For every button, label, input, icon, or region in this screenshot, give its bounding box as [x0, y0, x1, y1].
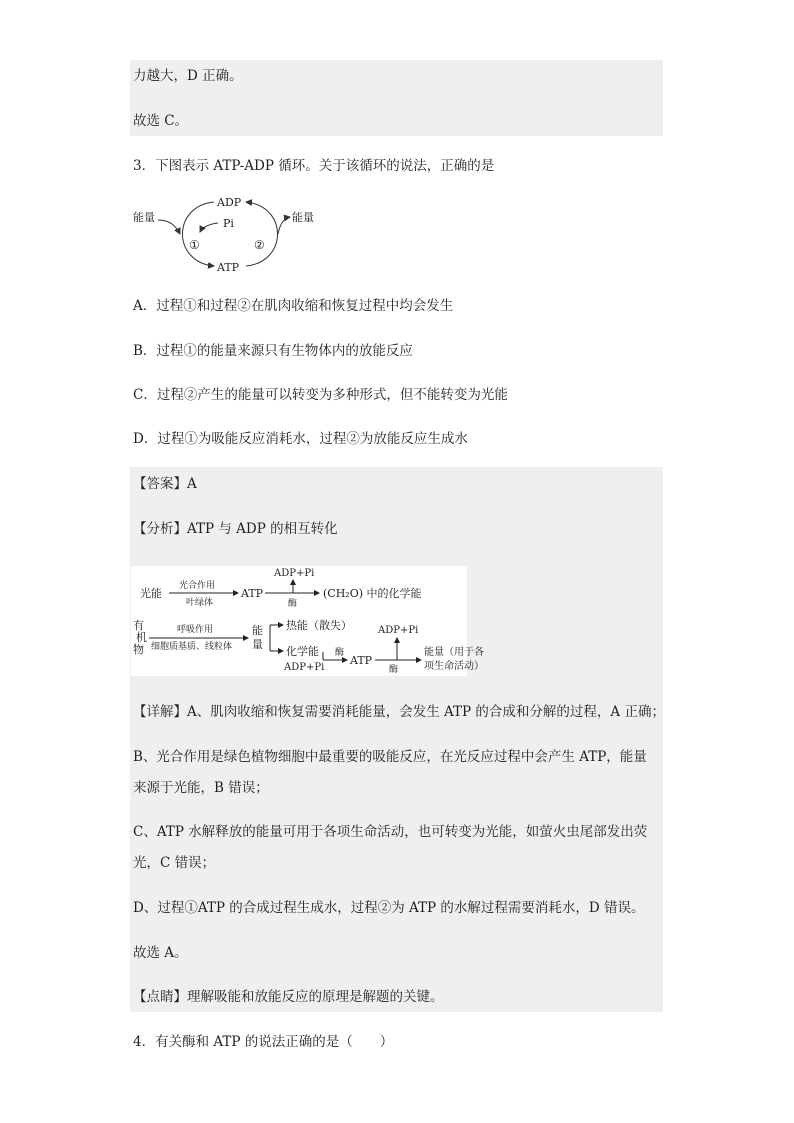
- q4-stem: 4．有关酶和 ATP 的说法正确的是（ ）: [133, 1034, 394, 1050]
- adp-pi-bottom: ADP+Pi: [284, 662, 325, 673]
- photosynthesis: 光合作用: [179, 581, 216, 591]
- diagram-energy-left: 能量: [133, 211, 155, 224]
- energy-in-arrow: [158, 220, 180, 234]
- diagram-pi: Pi: [223, 217, 234, 230]
- organic-2: 机: [136, 631, 147, 644]
- energy-out-arrow: [278, 217, 290, 234]
- energy-char-2: 量: [252, 638, 263, 651]
- enzyme-bottom-right: 酶: [389, 665, 399, 675]
- detail-b-line1: B、光合作用是绿色植物细胞中最重要的吸能反应，在光反应过程中会产生 ATP，能量: [133, 749, 647, 765]
- diagram-atp: ATP: [217, 261, 240, 274]
- light-energy: 光能: [140, 587, 162, 600]
- answer-label: 【答案】A: [133, 476, 197, 492]
- atp-top: ATP: [241, 587, 264, 600]
- option-a: A．过程①和过程②在肌肉收缩和恢复过程中均会发生: [133, 298, 454, 314]
- detail-a: 【详解】A、肌肉收缩和恢复需要消耗能量，会发生 ATP 的合成和分解的过程，A 正确；: [133, 704, 665, 720]
- energy-char-1: 能: [252, 624, 263, 637]
- atp-bottom: ATP: [350, 654, 373, 667]
- analysis-title: 【分析】ATP 与 ADP 的相互转化: [133, 521, 338, 537]
- q3-stem: 3．下图表示 ATP-ADP 循环。关于该循环的说法，正确的是: [133, 158, 495, 174]
- arc-process-1: [183, 202, 215, 266]
- detail-c-line2: 光，C 错误；: [133, 855, 216, 871]
- arc-process-2: [246, 202, 278, 266]
- pi-arrow: [200, 223, 218, 232]
- atp-adp-cycle-diagram: [130, 190, 330, 278]
- chloroplast: 叶绿体: [186, 598, 214, 608]
- energy-use-1: 能量（用于各: [424, 647, 484, 658]
- detail-d: D、过程①ATP 的合成过程生成水，过程②为 ATP 的水解过程需要消耗水，D 错误。: [133, 900, 645, 916]
- adp-pi-right: ADP+Pi: [378, 625, 419, 636]
- enzyme-bottom-left: 酶: [335, 648, 345, 658]
- prev-line-2: 故选 C。: [133, 113, 189, 129]
- analysis-diagram: [131, 566, 484, 676]
- adp-pi-top: ADP+Pi: [274, 568, 315, 579]
- energy-use-2: 项生命活动）: [424, 661, 484, 672]
- answer-shade: [130, 467, 663, 1012]
- organic-1: 有: [133, 619, 144, 632]
- heat-energy: 热能（散失）: [286, 619, 352, 632]
- option-d: D．过程①为吸能反应消耗水，过程②为放能反应生成水: [133, 431, 468, 447]
- detail-b-line2: 来源于光能，B 错误；: [133, 780, 269, 796]
- chemical-energy: 化学能: [286, 645, 319, 658]
- diagram-adp: ADP: [217, 196, 242, 209]
- diagram-process-1: ①: [189, 238, 200, 252]
- diagram-energy-right: 能量: [292, 211, 314, 224]
- detail-choice: 故选 A。: [133, 945, 188, 961]
- ch2o-chemical-energy: (CH₂O) 中的化学能: [323, 587, 422, 600]
- diagram-process-2: ②: [254, 238, 265, 252]
- detail-c-line1: C、ATP 水解释放的能量可用于各项生命活动，也可转变为光能，如萤火虫尾部发出荧: [133, 824, 648, 840]
- enzyme-top: 酶: [288, 599, 298, 609]
- respiration: 呼吸作用: [177, 625, 214, 635]
- option-b: B．过程①的能量来源只有生物体内的放能反应: [133, 343, 413, 359]
- option-c: C．过程②产生的能量可以转变为多种形式，但不能转变为光能: [133, 387, 508, 403]
- tip: 【点睛】理解吸能和放能反应的原理是解题的关键。: [133, 989, 444, 1005]
- respiration-sites: 细胞质基质、线粒体: [151, 642, 233, 652]
- prev-line-1: 力越大，D 正确。: [133, 68, 243, 84]
- organic-3: 物: [133, 643, 144, 656]
